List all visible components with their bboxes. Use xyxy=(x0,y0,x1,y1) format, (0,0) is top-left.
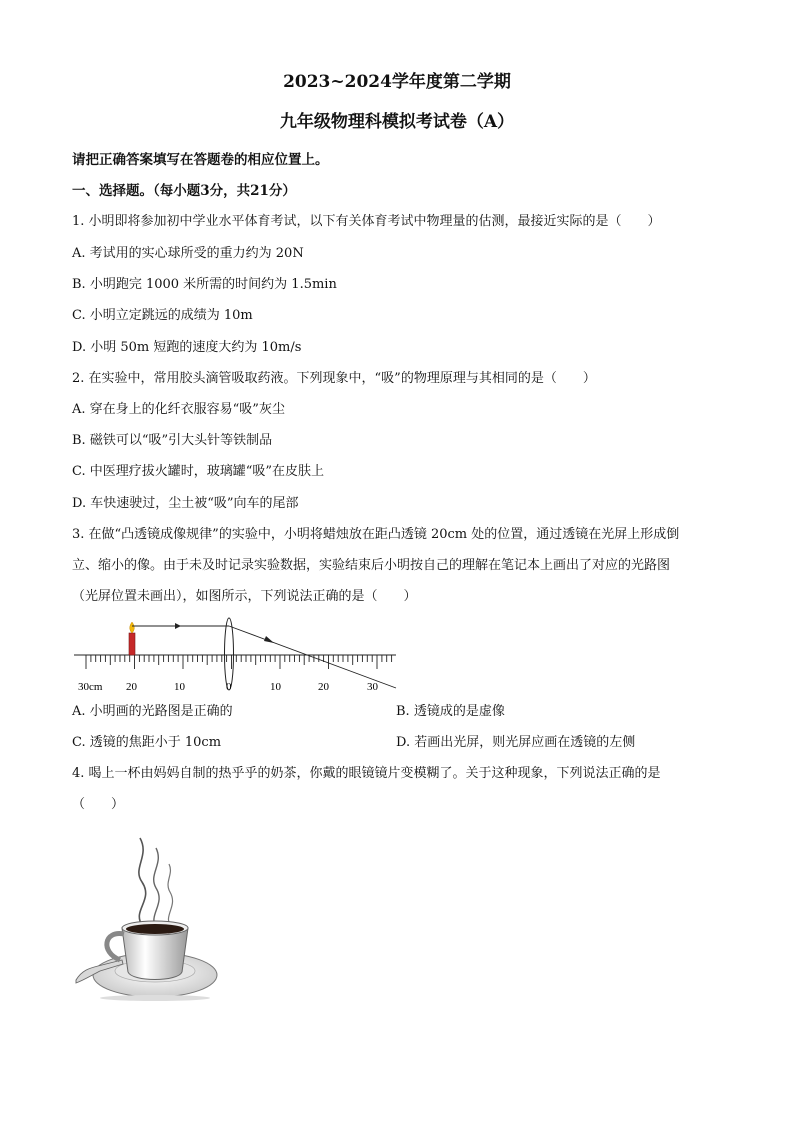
question-1-stem: 1. 小明即将参加初中学业水平体育考试，以下有关体育考试中物理量的估测，最接近实际的是（ ） xyxy=(72,214,661,229)
question-3-option-a: A. 小明画的光路图是正确的 xyxy=(72,704,233,719)
steam-icon xyxy=(139,838,146,925)
exam-subtitle: 九年级物理科模拟考试卷（A） xyxy=(279,112,515,132)
coffee-cup xyxy=(122,928,188,980)
question-1-option-a: A. 考试用的实心球所受的重力约为 20N xyxy=(72,246,304,261)
candle-flame-icon xyxy=(130,622,135,633)
section-heading: 一、选择题。（每小题3分，共21分） xyxy=(72,183,296,199)
question-4-stem-line2: （ ） xyxy=(72,797,125,812)
question-3-stem-line1: 3. 在做“凸透镜成像规律”的实验中，小明将蜡烛放在距凸透镜 20cm 处的位置，通过透镜在光屏上形成倒 xyxy=(72,527,680,542)
instruction: 请把正确答案填写在答题卷的相应位置上。 xyxy=(72,152,329,168)
axis-label-30-right: 30 xyxy=(367,681,378,693)
question-1-option-d: D. 小明 50m 短跑的速度大约为 10m/s xyxy=(72,340,302,355)
question-2-option-c: C. 中医理疗拔火罐时，玻璃罐“吸”在皮肤上 xyxy=(72,464,325,479)
question-1-option-c: C. 小明立定跳远的成绩为 10m xyxy=(72,308,253,323)
question-3-option-c: C. 透镜的焦距小于 10cm xyxy=(72,735,222,750)
question-2-option-d: D. 车快速驶过，尘土被“吸”向车的尾部 xyxy=(72,496,299,511)
question-3-option-b: B. 透镜成的是虚像 xyxy=(396,704,505,719)
question-1-option-b: B. 小明跑完 1000 米所需的时间约为 1.5min xyxy=(72,277,337,292)
question-2-stem: 2. 在实验中，常用胶头滴管吸取药液。下列现象中，“吸”的物理原理与其相同的是（ ） xyxy=(72,371,596,386)
question-2-option-b: B. 磁铁可以“吸”引大头针等铁制品 xyxy=(72,433,273,448)
ray-arrow-2 xyxy=(264,636,274,643)
axis-label-30cm-left: 30cm xyxy=(78,681,103,693)
convex-lens xyxy=(225,618,234,690)
refracted-ray xyxy=(229,626,396,688)
exam-title: 2023~2024学年度第二学期 xyxy=(283,72,511,92)
steam-icon xyxy=(168,864,173,926)
axis-label-10-left: 10 xyxy=(174,681,185,693)
axis-label-10-right: 10 xyxy=(270,681,281,693)
axis-label-20-right: 20 xyxy=(318,681,329,693)
optical-bench-ruler xyxy=(74,655,396,669)
question-3-stem-line2: 立、缩小的像。由于未及时记录实验数据，实验结束后小明按自己的理解在笔记本上画出了对应的光路图 xyxy=(72,558,671,573)
question-4-stem-line1: 4. 喝上一杯由妈妈自制的热乎乎的奶茶，你戴的眼镜镜片变模糊了。关于这种现象，下列说法正确的是 xyxy=(72,766,661,781)
axis-label-20-left: 20 xyxy=(126,681,137,693)
hot-drink-illustration xyxy=(70,830,230,1005)
steam-icon xyxy=(154,848,159,928)
coffee-surface xyxy=(126,924,184,934)
axis-label-0: 0 xyxy=(226,681,232,693)
lens-ray-diagram xyxy=(70,612,410,697)
candle xyxy=(129,633,135,655)
question-2-option-a: A. 穿在身上的化纤衣服容易“吸”灰尘 xyxy=(72,402,285,417)
question-3-option-d: D. 若画出光屏，则光屏应画在透镜的左侧 xyxy=(396,735,636,750)
question-3-stem-line3: （光屏位置未画出），如图所示，下列说法正确的是（ ） xyxy=(72,589,417,604)
ray-arrow-1 xyxy=(175,623,181,629)
